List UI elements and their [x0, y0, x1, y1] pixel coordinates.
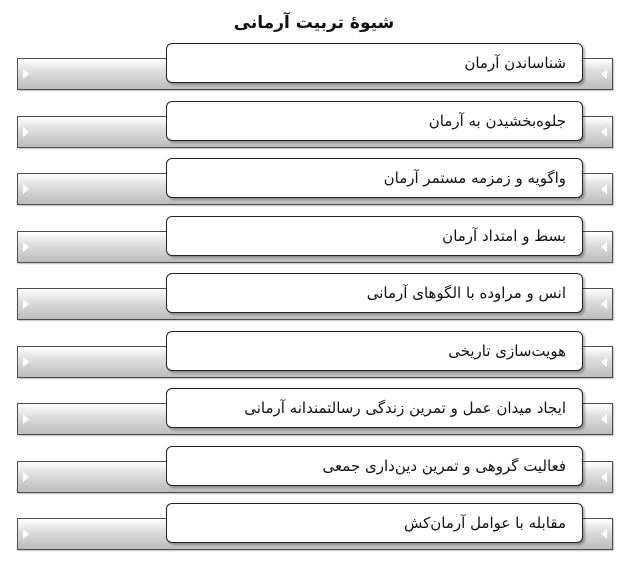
triangle-right-icon: [23, 299, 29, 309]
triangle-right-icon: [23, 414, 29, 424]
diagram-row: [0, 216, 628, 266]
diagram-row: [0, 158, 628, 208]
diagram-row: [0, 273, 628, 323]
diagram-row: [0, 43, 628, 93]
triangle-right-icon: [23, 127, 29, 137]
triangle-right-icon: [23, 529, 29, 539]
triangle-left-icon: [601, 299, 607, 309]
diagram-row: [0, 503, 628, 553]
triangle-left-icon: [601, 184, 607, 194]
triangle-right-icon: [23, 357, 29, 367]
item-label: واگویه و زمزمه مستمر آرمان: [166, 158, 583, 198]
item-label: انس و مراوده با الگوهای آرمانی: [166, 273, 583, 313]
triangle-left-icon: [601, 472, 607, 482]
diagram-row: [0, 388, 628, 438]
triangle-left-icon: [601, 357, 607, 367]
triangle-right-icon: [23, 472, 29, 482]
item-label: ایجاد میدان عمل و تمرین زندگی رسالتمندانه آرمانی: [166, 388, 583, 428]
diagram-row: [0, 446, 628, 496]
item-label: جلوه‌بخشیدن به آرمان: [166, 101, 583, 141]
diagram-row: [0, 331, 628, 381]
triangle-right-icon: [23, 69, 29, 79]
triangle-left-icon: [601, 414, 607, 424]
item-label: هویت‌سازی تاریخی: [166, 331, 583, 371]
triangle-right-icon: [23, 242, 29, 252]
item-label: شناساندن آرمان: [166, 43, 583, 83]
diagram-title: شیوۀ تربیت آرمانی: [233, 13, 395, 33]
triangle-right-icon: [23, 184, 29, 194]
diagram-row: [0, 101, 628, 151]
item-label: فعالیت گروهی و تمرین دین‌داری جمعی: [166, 446, 583, 486]
triangle-left-icon: [601, 242, 607, 252]
triangle-left-icon: [601, 529, 607, 539]
item-label: بسط و امتداد آرمان: [166, 216, 583, 256]
triangle-left-icon: [601, 69, 607, 79]
item-label: مقابله با عوامل آرمان‌کش: [166, 503, 583, 543]
triangle-left-icon: [601, 127, 607, 137]
